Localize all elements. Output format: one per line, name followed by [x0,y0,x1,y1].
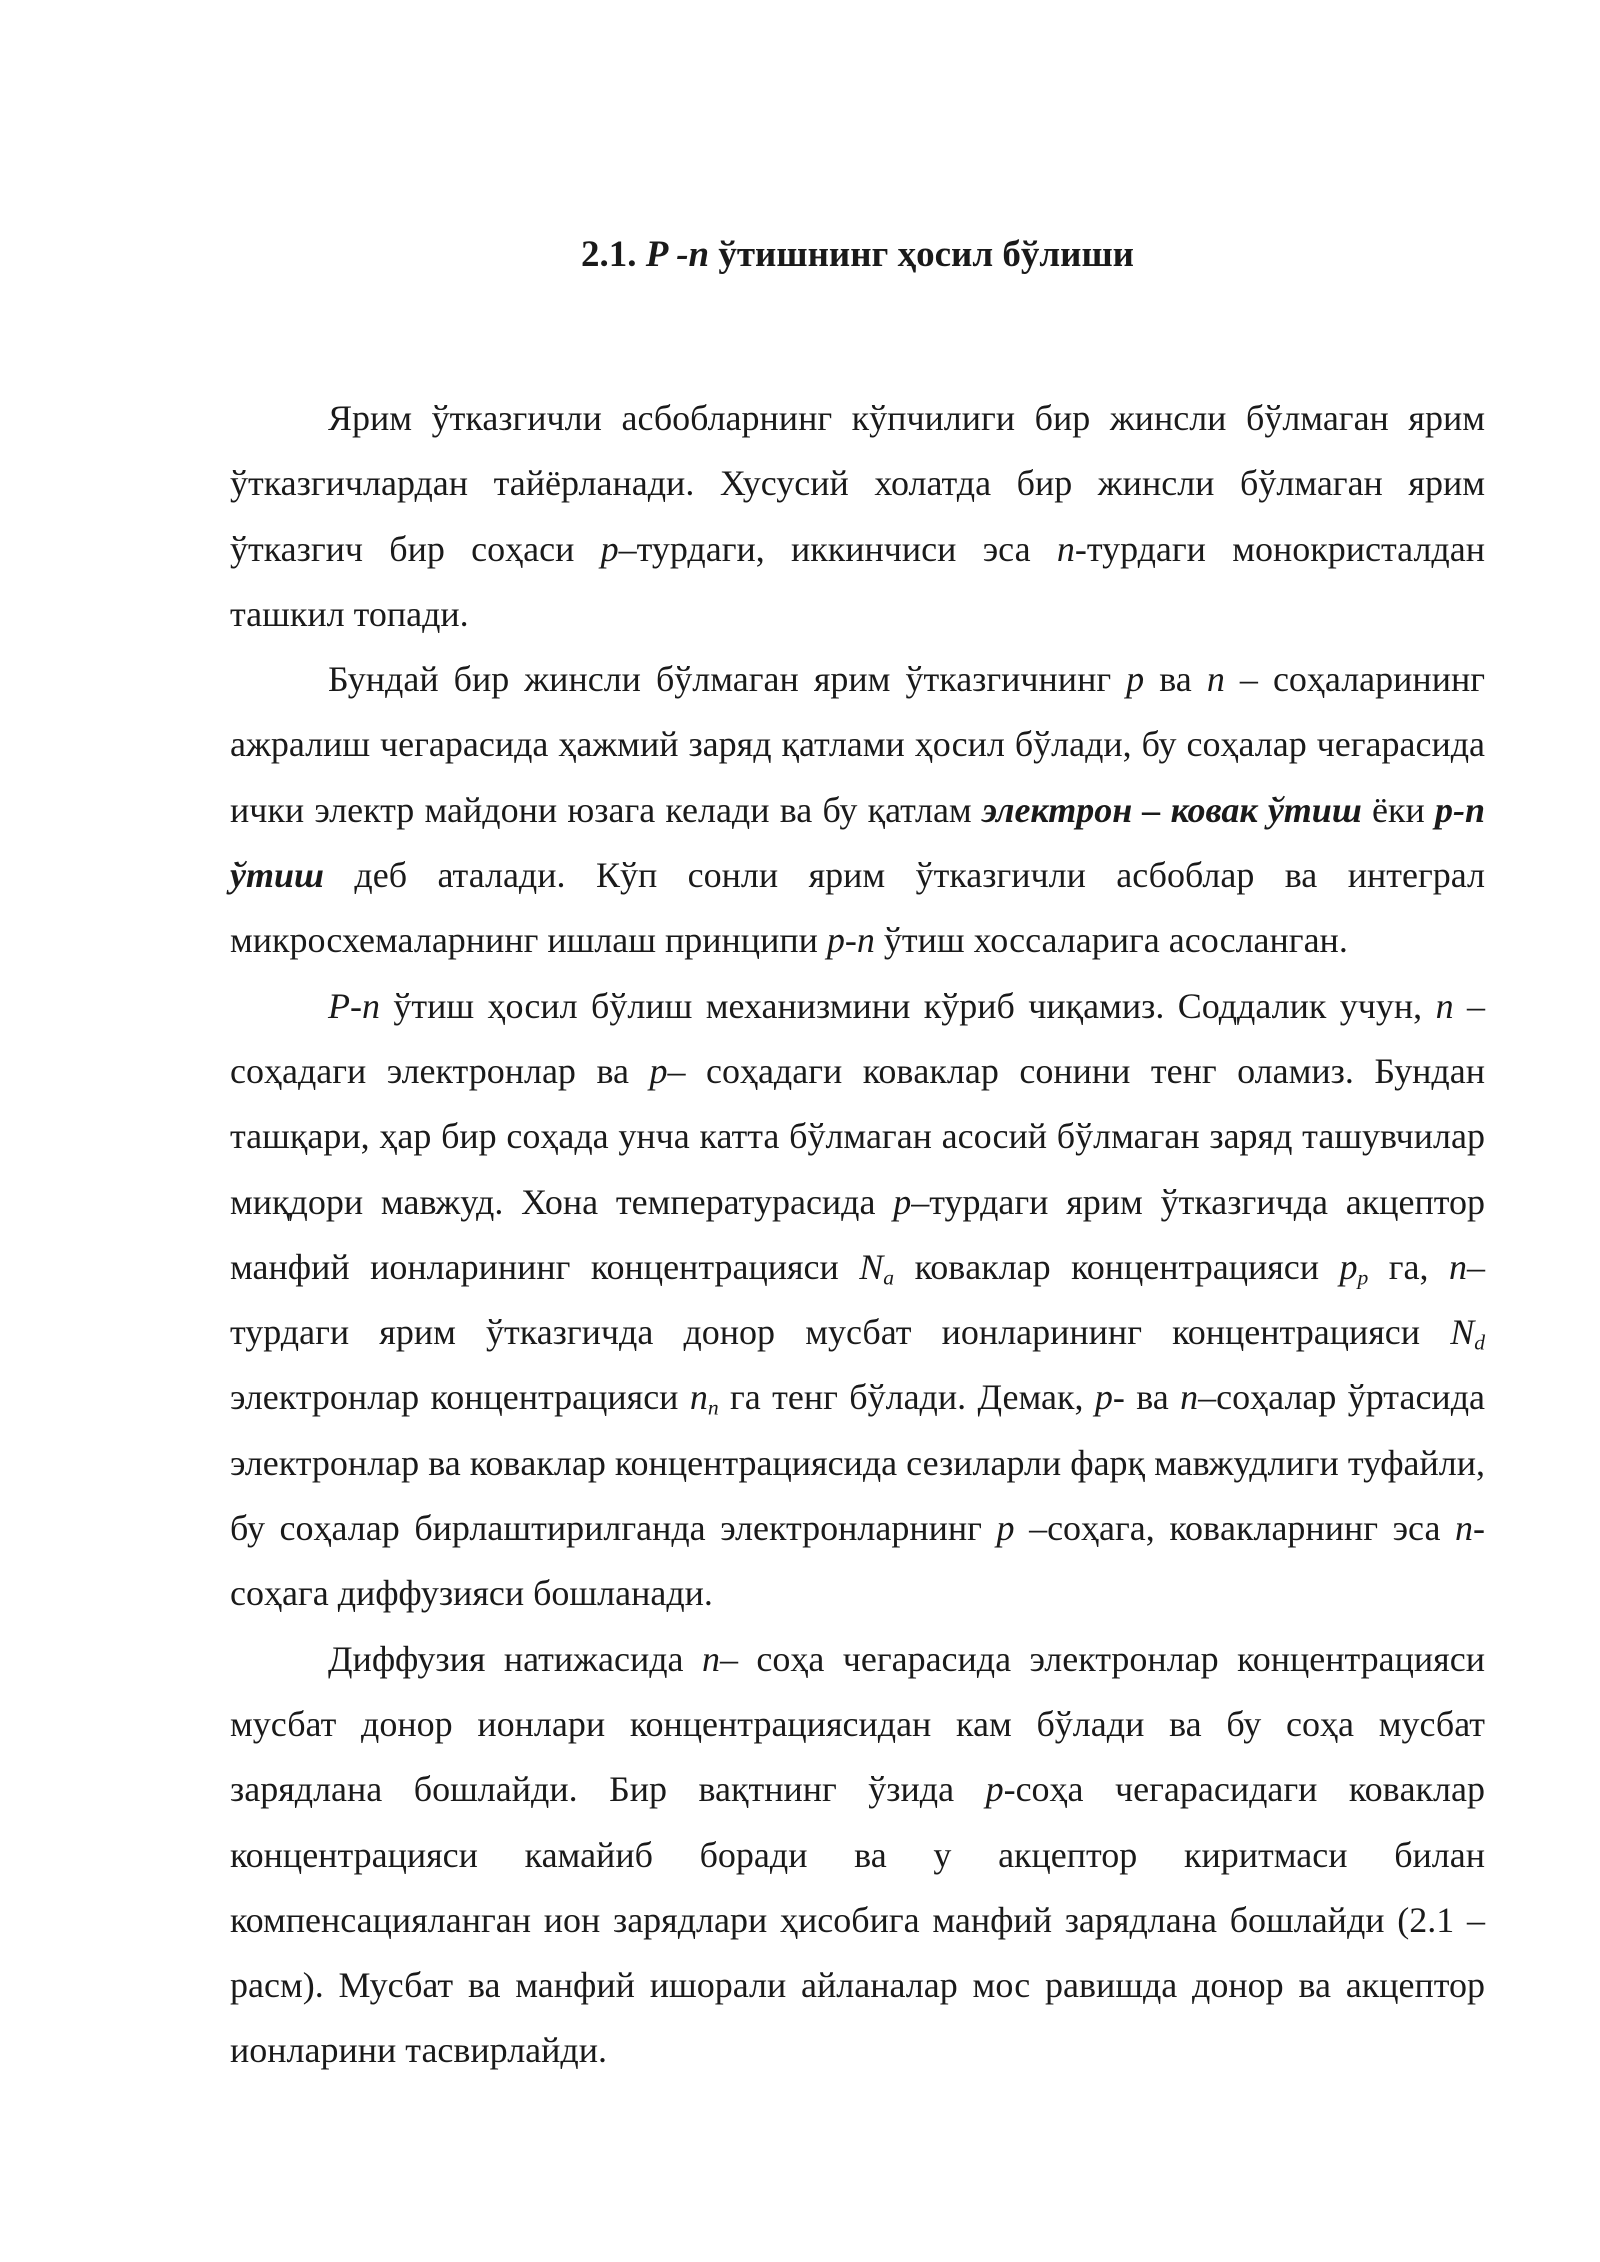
section-title [230,230,1485,280]
italic-run: n [1056,528,1075,569]
symbol-Na [859,1246,895,1290]
italic-run: n [701,1638,720,1679]
symbol-base: N [1450,1312,1475,1353]
text-run: ва [1144,659,1207,700]
text-run: Бундай бир жинсли бўлмаган ярим ўтказгичнинг [328,659,1127,700]
text-run: электронлар концентрацияси [230,1377,690,1418]
paragraph-4 [230,1627,1485,2084]
section-number: 2.1. [580,234,637,275]
italic-run: p [996,1508,1015,1549]
text-run: -соҳага диффузияси бошланади. [230,1508,1486,1614]
document-page [230,230,1485,2084]
text-run: –соҳага, ковaкларнинг эса [1014,1508,1456,1549]
text-run: – соҳа чегарасида электронлар концентрацияси мусбат донор ионлари концентрациясидан кам бўлади ва бу соҳа мусбат зарядлана бошлайди. Бир вақтнинг ўзида [230,1638,1485,1810]
text-run: – соҳадаги ковaклар сонини тенг оламиз. Бундан ташқари, ҳар бир соҳада унча катта бўлмаган асосий бўлмаган заряд ташувчилар миқдори мавжуд. Хона температурасида [230,1050,1485,1222]
italic-run: n [1435,985,1454,1026]
italic-run: n [1180,1377,1199,1418]
symbol-Nd [1450,1312,1485,1355]
text-run: ва [1124,1377,1181,1418]
italic-run: p [893,1181,912,1222]
symbol-nn [689,1377,719,1420]
symbol-subscript: d [1474,1330,1485,1355]
text-run: –турдаги ярим ўтказгичда донор мусбат ионларининг концентрацияси [230,1246,1485,1353]
text-run: Диффузия натижасида [328,1638,702,1679]
text-run: ўтиш хоссаларига асосланган. [874,920,1348,961]
italic-run: p- [1094,1377,1125,1418]
italic-run: n [1455,1508,1474,1549]
symbol-base: p [1339,1246,1358,1287]
text-run: Ярим ўтказгичли асбобларнинг кўпчилиги бир жинсли бўлмаган ярим ўтказгичлардан тайёрланади. Хусусий холатда бир жинсли бўлмаган ярим ўтказгич бир соҳаси [230,398,1485,569]
italic-run: p-n [826,920,875,961]
italic-run: n [1448,1246,1467,1287]
italic-run: n [1206,659,1225,700]
italic-run: p [649,1050,668,1091]
term-pn-junction: p-n ўтиш [230,789,1486,896]
text-run: – соҳаларининг ажралиш чегарасида ҳажмий заряд қатлами ҳосил бўлади, бу соҳалар чегарасида ички электр майдони юзага келади ва бу қатлам [230,659,1485,830]
italic-run: P-n [328,985,380,1026]
text-run: га, [1368,1246,1449,1287]
symbol-subscript: n [707,1395,719,1420]
italic-run: p [1126,659,1145,700]
text-run: деб аталади. Кўп сонли ярим ўтказгичли асбоблар ва интеграл микросхемаларнинг ишлаш принципи [230,855,1485,961]
text-run: –турдаги, иккинчиси эса [618,528,1057,569]
title-text: ўтишнинг ҳосил бўлиши [718,234,1134,275]
text-run: ёки [1361,789,1435,830]
title-pn: P -n [645,234,710,275]
paragraph-3 [230,974,1485,1627]
symbol-base: n [689,1377,708,1418]
text-run: ковaклар концентрацияси [894,1246,1340,1287]
text-run: -турдаги монокристалдан ташкил топади. [230,528,1485,634]
text-run: –соҳадаги электронлар ва [230,985,1486,1091]
text-run: га тенг бўлади. Демак, [718,1377,1095,1418]
symbol-subscript: p [1357,1265,1369,1290]
symbol-subscript: a [883,1265,895,1290]
paragraph-2 [230,647,1485,973]
symbol-base: N [859,1246,884,1287]
term-electron-hole-junction: электрон – ковак ўтиш [981,789,1362,830]
symbol-pp [1339,1246,1369,1290]
text-run: -соҳа чегарасидаги ковaклар концентрацияси камайиб боради ва у акцептор киритмаси билан компенсацияланган ион зарядлари ҳисобига манфий зарядлана бошлайди (2.1 –расм). Мусбат ва манфий ишорали айланалар мос равишда донор ва акцептор ионларини тасвирлайди. [230,1769,1485,2071]
text-run: –соҳалар ўртасида электронлар ва ковaклар концентрациясида сезиларли фарқ мавжудлиги туфайли, бу соҳалар бирлаштирилганда электронларнинг [230,1377,1485,1549]
italic-run: p [600,528,619,569]
text-run: –турдаги ярим ўтказгичда акцептор манфий ионларининг концентрацияси [230,1181,1485,1287]
italic-run: p [985,1769,1004,1810]
paragraph-1 [230,386,1485,647]
text-run: ўтиш ҳосил бўлиш механизмини кўриб чиқамиз. Соддалик учун, [379,985,1436,1026]
